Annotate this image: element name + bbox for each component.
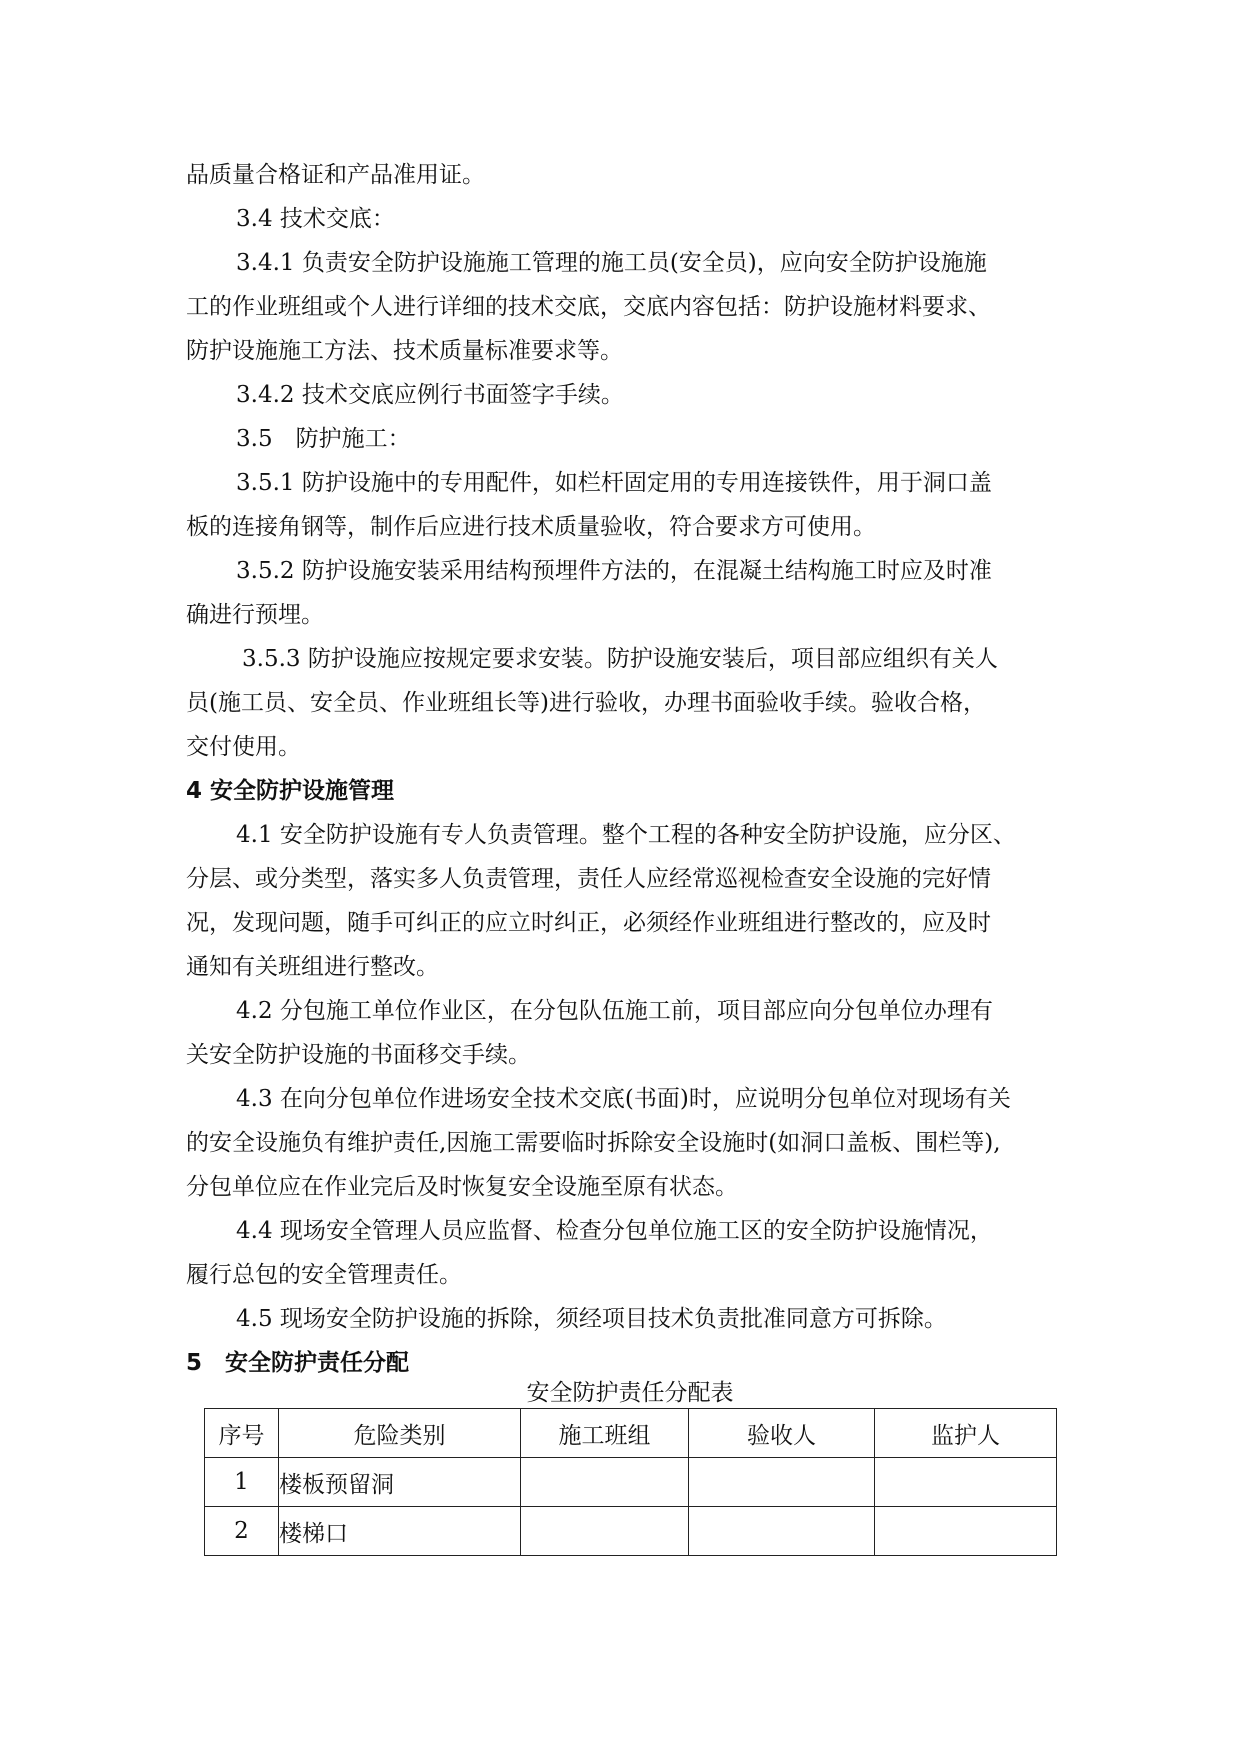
paragraph-line: 品质量合格证和产品准用证。 [186, 162, 485, 188]
paragraph-line: 4.2 分包施工单位作业区，在分包队伍施工前，项目部应向分包单位办理有 [236, 998, 993, 1024]
paragraph-line: 4.1 安全防护设施有专人负责管理。整个工程的各种安全防护设施，应分区、 [236, 822, 1016, 848]
responsibility-table [204, 1408, 1057, 1556]
subsection-title: 3.4 技术交底： [236, 206, 395, 232]
header-cell-inspector: 验收人 [689, 1409, 875, 1458]
cell-no: 2 [205, 1507, 279, 1556]
paragraph-line: 交付使用。 [186, 734, 301, 760]
paragraph-line: 员(施工员、安全员、作业班组长等)进行验收，办理书面验收手续。验收合格， [186, 690, 986, 716]
header-cell-supervisor: 监护人 [875, 1409, 1057, 1458]
paragraph-line: 3.4.2 技术交底应例行书面签字手续。 [236, 382, 624, 408]
paragraph-line: 4.5 现场安全防护设施的拆除，须经项目技术负责批准同意方可拆除。 [236, 1306, 947, 1332]
paragraph-line: 工的作业班组或个人进行详细的技术交底，交底内容包括：防护设施材料要求、 [186, 294, 991, 320]
paragraph-line: 履行总包的安全管理责任。 [186, 1262, 462, 1288]
cell-no: 1 [205, 1458, 279, 1507]
cell-inspector [689, 1458, 875, 1507]
paragraph-line: 防护设施施工方法、技术质量标准要求等。 [186, 338, 623, 364]
paragraph-line: 分包单位应在作业完后及时恢复安全设施至原有状态。 [186, 1174, 738, 1200]
header-cell-no: 序号 [205, 1409, 279, 1458]
paragraph-line: 况，发现问题，随手可纠正的应立时纠正，必须经作业班组进行整改的，应及时 [186, 910, 991, 936]
subsection-title: 3.5 防护施工： [236, 426, 411, 452]
table-caption: 安全防护责任分配表 [526, 1380, 734, 1406]
paragraph-line: 3.5.3 防护设施应按规定要求安装。防护设施安装后，项目部应组织有关人 [242, 646, 998, 672]
paragraph-line: 3.4.1 负责安全防护设施施工管理的施工员(安全员)，应向安全防护设施施 [236, 250, 987, 276]
paragraph-line: 3.5.1 防护设施中的专用配件，如栏杆固定用的专用连接铁件，用于洞口盖 [236, 470, 992, 496]
cell-inspector [689, 1507, 875, 1556]
paragraph-line: 通知有关班组进行整改。 [186, 954, 439, 980]
table-row [205, 1458, 1057, 1507]
cell-supervisor [875, 1458, 1057, 1507]
paragraph-line: 的安全设施负有维护责任,因施工需要临时拆除安全设施时(如洞口盖板、围栏等), [186, 1130, 1001, 1156]
paragraph-line: 关安全防护设施的书面移交手续。 [186, 1042, 531, 1068]
cell-crew [521, 1507, 689, 1556]
paragraph-line: 4.3 在向分包单位作进场安全技术交底(书面)时，应说明分包单位对现场有关 [236, 1086, 1011, 1112]
cell-crew [521, 1458, 689, 1507]
section-heading-5: 5 安全防护责任分配 [186, 1350, 410, 1376]
paragraph-line: 分层、或分类型，落实多人负责管理，责任人应经常巡视检查安全设施的完好情 [186, 866, 991, 892]
paragraph-line: 4.4 现场安全管理人员应监督、检查分包单位施工区的安全防护设施情况， [236, 1218, 993, 1244]
section-heading-4: 4 安全防护设施管理 [186, 778, 395, 804]
cell-hazard-type: 楼板预留洞 [279, 1458, 521, 1507]
header-cell-hazard-type: 危险类别 [279, 1409, 521, 1458]
cell-supervisor [875, 1507, 1057, 1556]
table-header-row [205, 1409, 1057, 1458]
paragraph-line: 确进行预埋。 [186, 602, 324, 628]
paragraph-line: 板的连接角钢等，制作后应进行技术质量验收，符合要求方可使用。 [186, 514, 876, 540]
paragraph-line: 3.5.2 防护设施安装采用结构预埋件方法的，在混凝土结构施工时应及时准 [236, 558, 992, 584]
table-row [205, 1507, 1057, 1556]
header-cell-crew: 施工班组 [521, 1409, 689, 1458]
cell-hazard-type: 楼梯口 [279, 1507, 521, 1556]
